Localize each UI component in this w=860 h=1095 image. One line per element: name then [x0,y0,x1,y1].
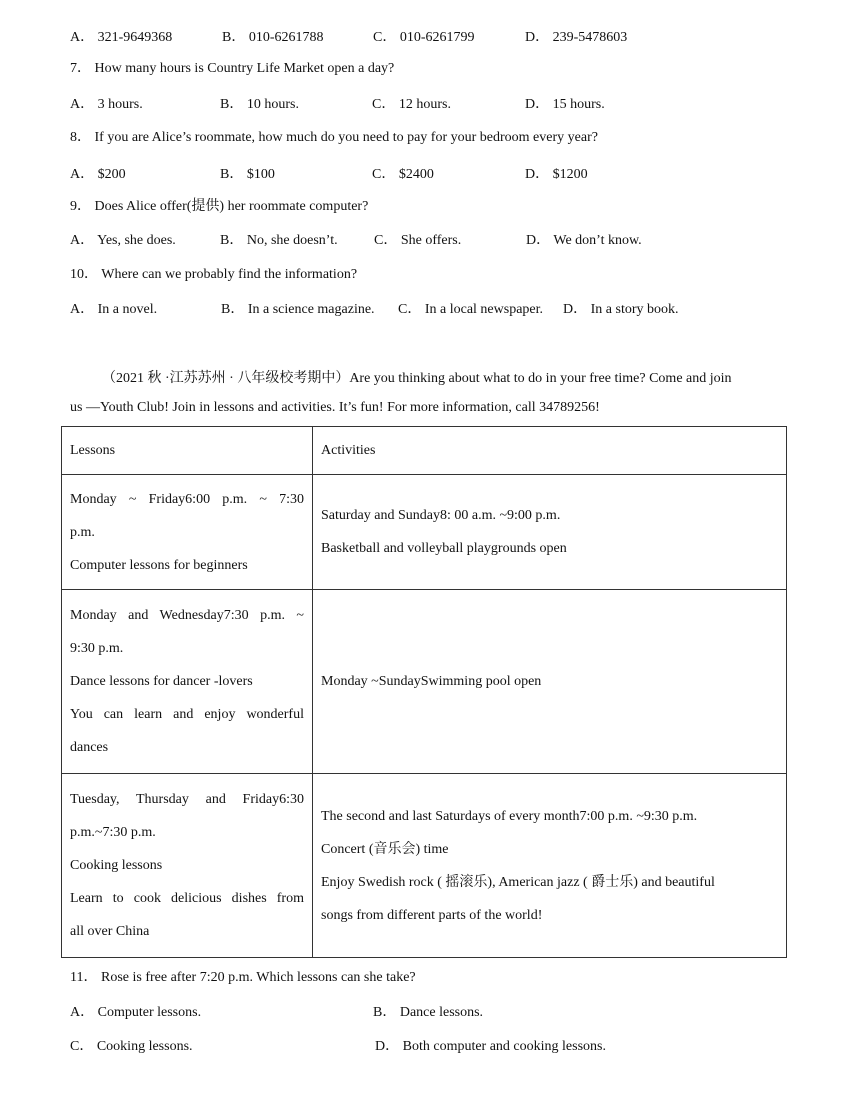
q9-option-a: A． Yes, she does. [70,233,176,248]
q11-option-b: B． Dance lessons. [373,1005,484,1020]
activity-line: Monday ~SundaySwimming pool open [321,674,542,689]
q9-option-d: D． We don’t know. [526,233,642,248]
table-row [62,475,787,590]
lesson-line: all over China [70,924,150,939]
q8-option-d: D． $1200 [525,167,588,182]
q9-stem: 9． Does Alice offer(提供) her roommate computer? [70,199,369,214]
lesson-cell-cooking [62,774,313,958]
table-row [62,774,787,958]
activity-line: The second and last Saturdays of every month7:00 p.m. ~9:30 p.m. [321,808,698,824]
activity-line: Saturday and Sunday8: 00 a.m. ~9:00 p.m. [321,508,561,523]
q11-option-a: A． Computer lessons. [70,1005,202,1020]
q11-option-c: C． Cooking lessons. [70,1039,193,1054]
youth-club-table [61,426,787,958]
passage-line-2: us —Youth Club! Join in lessons and activities. It’s fun! For more information, call 34789256! [70,400,600,415]
q8-option-c: C． $2400 [372,167,434,182]
q7-option-b: B． 10 hours. [220,97,299,112]
q9-option-b: B． No, she doesn’t. [220,233,338,248]
lesson-line: dances [70,740,109,755]
lesson-line: p.m. [70,524,95,540]
q6-option-a: A． 321-9649368 [70,30,173,45]
activity-line: Basketball and volleyball playgrounds open [321,541,567,556]
lesson-line: Learn to cook delicious dishes from [70,891,304,906]
lesson-line: Tuesday, Thursday and Friday6:30 [70,792,304,807]
lesson-line: Dance lessons for dancer -lovers [70,674,253,689]
q6-option-b: B． 010-6261788 [222,30,324,45]
q6-option-d: D． 239-5478603 [525,30,628,45]
lesson-line: 9:30 p.m. [70,641,124,656]
q10-option-b: B． In a science magazine. [221,302,375,317]
lesson-line: Cooking lessons [70,858,163,873]
q11-option-d: D． Both computer and cooking lessons. [375,1039,606,1054]
activity-line: Concert (音乐会) time [321,841,449,857]
activity-cell-swimming [313,590,787,774]
lesson-line: Monday ~ Friday6:00 p.m. ~ 7:30 [70,491,304,507]
activity-cell-concert [313,774,787,958]
q10-stem: 10． Where can we probably find the information? [70,267,358,282]
passage-line-1: （2021 秋 ·江苏苏州 · 八年级校考期中）Are you thinking about what to do in your free time? Come and join [102,371,732,386]
lesson-line: Monday and Wednesday7:30 p.m. ~ [70,608,304,623]
table-header-row [62,427,787,475]
q9-option-c: C． She offers. [374,233,462,248]
activity-line: songs from different parts of the world! [321,907,543,923]
q7-option-c: C． 12 hours. [372,97,451,112]
activity-cell-playgrounds [313,475,787,590]
q6-option-c: C． 010-6261799 [373,30,475,45]
q10-option-c: C． In a local newspaper. [398,302,544,317]
q8-stem: 8． If you are Alice’s roommate, how much do you need to pay for your bedroom every year? [70,130,598,145]
q10-option-d: D． In a story book. [563,302,679,317]
table-row [62,590,787,774]
header-lessons: Lessons [62,427,313,475]
q11-stem: 11． Rose is free after 7:20 p.m. Which lessons can she take? [70,970,416,985]
q7-option-d: D． 15 hours. [525,97,605,112]
q8-option-b: B． $100 [220,167,275,182]
lesson-cell-dance [62,590,313,774]
activity-line: Enjoy Swedish rock ( 摇滚乐), American jazz ( 爵士乐) and beautiful [321,874,715,890]
q8-option-a: A． $200 [70,167,126,182]
lesson-line: You can learn and enjoy wonderful [70,707,304,722]
lesson-line: Computer lessons for beginners [70,557,248,573]
q7-stem: 7． How many hours is Country Life Market open a day? [70,61,395,76]
lesson-cell-computer [62,475,313,590]
q10-option-a: A． In a novel. [70,302,158,317]
q7-option-a: A． 3 hours. [70,97,143,112]
lesson-line: p.m.~7:30 p.m. [70,825,156,840]
header-activities: Activities [313,427,787,475]
